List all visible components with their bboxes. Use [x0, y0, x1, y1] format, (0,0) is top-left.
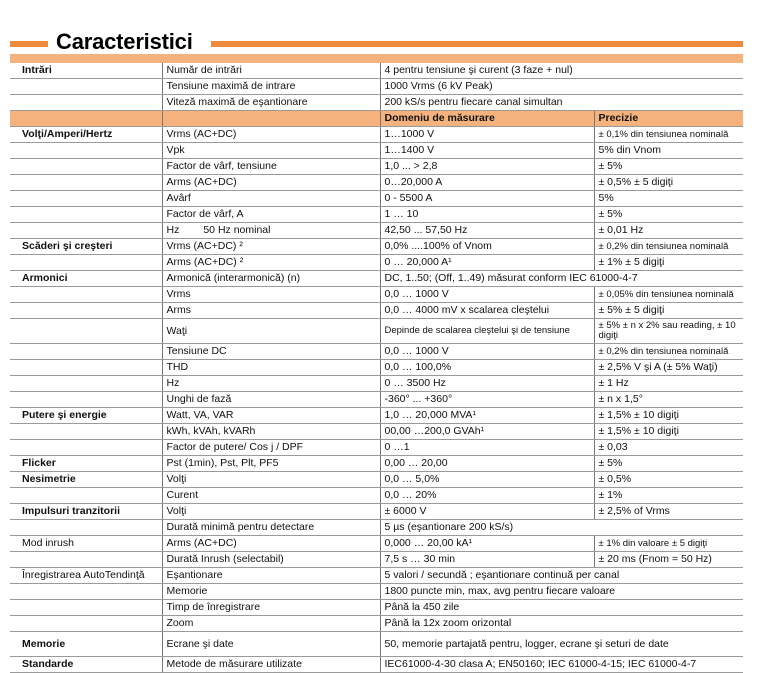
table-row	[10, 584, 743, 600]
precision-cell: 5%	[594, 191, 743, 207]
precision-cell: ± 20 ms (Fnom = 50 Hz)	[594, 552, 743, 568]
range-cell: IEC61000-4-30 clasa A; EN50160; IEC 61000-4-15; IEC 61000-4-7	[380, 657, 743, 673]
category-cell	[10, 344, 162, 360]
parameter-cell: Durată minimă pentru detectare	[162, 520, 380, 536]
parameter-cell: Timp de înregistrare	[162, 600, 380, 616]
value-cell: 1000 Vrms (6 kV Peak)	[380, 79, 743, 95]
range-cell: 00,00 …200,0 GVAh¹	[380, 424, 594, 440]
parameter-cell: Durată Inrush (selectabil)	[162, 552, 380, 568]
value-cell: 4 pentru tensiune şi curent (3 faze + nul)	[380, 63, 743, 79]
category-cell	[10, 376, 162, 392]
parameter-cell: Hz 50 Hz nominal	[162, 223, 380, 239]
category-cell: Memorie	[10, 632, 162, 657]
table-row	[10, 191, 743, 207]
range-cell: 0 … 3500 Hz	[380, 376, 594, 392]
range-cell: 0,0% ....100% of Vnom	[380, 239, 594, 255]
table-row	[10, 392, 743, 408]
header-precision-cell: Precizie	[594, 111, 743, 127]
category-cell: Armonici	[10, 271, 162, 287]
parameter-cell: Hz	[162, 376, 380, 392]
table-row	[10, 271, 743, 287]
precision-cell: ± 0,1% din tensiunea nominală	[594, 127, 743, 143]
table-row	[10, 488, 743, 504]
range-cell: DC, 1..50; (Off, 1..49) măsurat conform IEC 61000-4-7	[380, 271, 743, 287]
range-cell: 7,5 s … 30 min	[380, 552, 594, 568]
precision-cell: ± 2,5% of Vrms	[594, 504, 743, 520]
precision-cell: ± 1,5% ± 10 digiţi	[594, 424, 743, 440]
parameter-note: 50 Hz nominal	[203, 224, 271, 236]
table-row	[10, 344, 743, 360]
category-cell	[10, 303, 162, 319]
category-cell	[10, 360, 162, 376]
table-header-row	[10, 111, 743, 127]
table-row	[10, 287, 743, 303]
title-accent-right	[211, 41, 743, 47]
table-row	[10, 520, 743, 536]
table-row	[10, 456, 743, 472]
precision-cell: ± 1% ± 5 digiţi	[594, 255, 743, 271]
table-row	[10, 376, 743, 392]
parameter-cell: Factor de vârf, A	[162, 207, 380, 223]
category-cell: Volţi/Amperi/Hertz	[10, 127, 162, 143]
table-row	[10, 424, 743, 440]
precision-cell: ± 5%	[594, 207, 743, 223]
table-row	[10, 600, 743, 616]
table-row	[10, 360, 743, 376]
table-row	[10, 552, 743, 568]
range-cell: 0,0 … 1000 V	[380, 344, 594, 360]
table-row	[10, 143, 743, 159]
parameter-cell: Curent	[162, 488, 380, 504]
category-cell	[10, 159, 162, 175]
section-title-bar	[10, 30, 743, 54]
category-cell: Standarde	[10, 657, 162, 673]
table-row	[10, 127, 743, 143]
precision-cell: 5% din Vnom	[594, 143, 743, 159]
table-row	[10, 657, 743, 673]
parameter-cell: Watt, VA, VAR	[162, 408, 380, 424]
range-cell: 0,000 … 20,00 kA¹	[380, 536, 594, 552]
range-cell: -360° ... +360°	[380, 392, 594, 408]
range-cell: 1,0 … 20,000 MVA¹	[380, 408, 594, 424]
category-cell: Intrări	[10, 63, 162, 79]
table-row	[10, 568, 743, 584]
parameter-cell: Vrms	[162, 287, 380, 303]
range-cell: 0…20,000 A	[380, 175, 594, 191]
header-blank-cell	[10, 111, 162, 127]
precision-cell: ± n x 1,5°	[594, 392, 743, 408]
parameter-cell: Armonică (interarmonică) (n)	[162, 271, 380, 287]
parameter-cell: Memorie	[162, 584, 380, 600]
category-cell	[10, 584, 162, 600]
precision-cell: ± 5% ± n x 2% sau reading, ± 10 digiţi	[594, 319, 743, 344]
precision-cell: ± 0,05% din tensiunea nominală	[594, 287, 743, 303]
range-cell: Până la 12x zoom orizontal	[380, 616, 743, 632]
range-cell: 0 - 5500 A	[380, 191, 594, 207]
parameter-cell: kWh, kVAh, kVARh	[162, 424, 380, 440]
table-row	[10, 632, 743, 657]
parameter-cell: Arms	[162, 303, 380, 319]
value-cell: 200 kS/s pentru fiecare canal simultan	[380, 95, 743, 111]
category-cell: Flicker	[10, 456, 162, 472]
range-cell: 0 … 20,000 A¹	[380, 255, 594, 271]
category-cell	[10, 79, 162, 95]
parameter-cell: Volţi	[162, 472, 380, 488]
parameter-cell: Vrms (AC+DC) ²	[162, 239, 380, 255]
category-cell: Mod inrush	[10, 536, 162, 552]
parameter-cell: Metode de măsurare utilizate	[162, 657, 380, 673]
table-row	[10, 536, 743, 552]
table-row	[10, 79, 743, 95]
parameter-cell: Zoom	[162, 616, 380, 632]
parameter-cell: Tensiune DC	[162, 344, 380, 360]
category-cell	[10, 191, 162, 207]
precision-cell: ± 0,5%	[594, 472, 743, 488]
category-cell: Putere şi energie	[10, 408, 162, 424]
category-cell	[10, 600, 162, 616]
precision-cell: ± 1,5% ± 10 digiţi	[594, 408, 743, 424]
range-cell: Depinde de scalarea cleştelui şi de tensiune	[380, 319, 594, 344]
range-cell: 1…1400 V	[380, 143, 594, 159]
category-cell	[10, 255, 162, 271]
page-title: Caracteristici	[56, 29, 193, 54]
table-row	[10, 159, 743, 175]
table-row	[10, 95, 743, 111]
title-accent-left	[10, 41, 48, 47]
precision-cell: ± 0,2% din tensiunea nominală	[594, 344, 743, 360]
category-cell	[10, 95, 162, 111]
parameter-cell: Pst (1min), Pst, Plt, PF5	[162, 456, 380, 472]
precision-cell: ± 0,5% ± 5 digiţi	[594, 175, 743, 191]
parameter-cell: Factor de putere/ Cos j / DPF	[162, 440, 380, 456]
range-cell: 0 …1	[380, 440, 594, 456]
category-cell	[10, 392, 162, 408]
category-cell	[10, 488, 162, 504]
table-top-strip	[10, 54, 743, 63]
parameter-cell: Vpk	[162, 143, 380, 159]
range-cell: 50, memorie partajată pentru, logger, ecrane şi seturi de date	[380, 632, 743, 657]
precision-cell: ± 1%	[594, 488, 743, 504]
range-cell: 1800 puncte min, max, avg pentru fiecare valoare	[380, 584, 743, 600]
category-cell: Înregistrarea AutoTendinţă	[10, 568, 162, 584]
range-cell: 0,0 … 20%	[380, 488, 594, 504]
precision-cell: ± 5%	[594, 159, 743, 175]
parameter-cell: THD	[162, 360, 380, 376]
range-cell: 0,0 … 4000 mV x scalarea cleştelui	[380, 303, 594, 319]
table-row	[10, 472, 743, 488]
table-row	[10, 303, 743, 319]
table-row	[10, 504, 743, 520]
table-row	[10, 239, 743, 255]
category-cell	[10, 440, 162, 456]
category-cell	[10, 207, 162, 223]
table-row	[10, 207, 743, 223]
range-cell: ± 6000 V	[380, 504, 594, 520]
table-row	[10, 319, 743, 344]
specs-table	[10, 63, 743, 673]
range-cell: 5 valori / secundă ; eşantionare continuă per canal	[380, 568, 743, 584]
parameter-cell: Arms (AC+DC)	[162, 536, 380, 552]
category-cell	[10, 223, 162, 239]
range-cell: 0,0 … 100,0%	[380, 360, 594, 376]
precision-cell: ± 2,5% V şi A (± 5% Waţi)	[594, 360, 743, 376]
category-cell	[10, 552, 162, 568]
table-row	[10, 63, 743, 79]
parameter-cell: Waţi	[162, 319, 380, 344]
precision-cell: ± 5%	[594, 456, 743, 472]
header-domain-cell: Domeniu de măsurare	[380, 111, 594, 127]
parameter-cell: Arms (AC+DC) ²	[162, 255, 380, 271]
category-cell: Scăderi şi creşteri	[10, 239, 162, 255]
range-cell: 0,00 … 20,00	[380, 456, 594, 472]
parameter-cell: Număr de intrări	[162, 63, 380, 79]
parameter-cell: Arms (AC+DC)	[162, 175, 380, 191]
category-cell	[10, 287, 162, 303]
range-cell: 42,50 ... 57,50 Hz	[380, 223, 594, 239]
table-row	[10, 255, 743, 271]
table-row	[10, 440, 743, 456]
precision-cell: ± 0,2% din tensiunea nominală	[594, 239, 743, 255]
parameter-cell: Avârf	[162, 191, 380, 207]
precision-cell: ± 0,03	[594, 440, 743, 456]
category-cell	[10, 520, 162, 536]
category-cell	[10, 143, 162, 159]
parameter-cell: Unghi de fază	[162, 392, 380, 408]
range-cell: 5 µs (eşantionare 200 kS/s)	[380, 520, 743, 536]
range-cell: 0,0 … 1000 V	[380, 287, 594, 303]
parameter-cell: Vrms (AC+DC)	[162, 127, 380, 143]
parameter-cell: Volţi	[162, 504, 380, 520]
precision-cell: ± 5% ± 5 digiţi	[594, 303, 743, 319]
range-cell: 1,0 ... > 2,8	[380, 159, 594, 175]
table-row	[10, 223, 743, 239]
category-cell	[10, 175, 162, 191]
range-cell: 1…1000 V	[380, 127, 594, 143]
precision-cell: ± 1 Hz	[594, 376, 743, 392]
table-row	[10, 408, 743, 424]
parameter-cell: Factor de vârf, tensiune	[162, 159, 380, 175]
category-cell	[10, 319, 162, 344]
table-row	[10, 175, 743, 191]
parameter-cell: Ecrane şi date	[162, 632, 380, 657]
precision-cell: ± 0,01 Hz	[594, 223, 743, 239]
range-cell: 0,0 … 5,0%	[380, 472, 594, 488]
category-cell: Impulsuri tranzitorii	[10, 504, 162, 520]
range-cell: 1 … 10	[380, 207, 594, 223]
header-blank-cell	[162, 111, 380, 127]
parameter-cell: Tensiune maximă de intrare	[162, 79, 380, 95]
range-cell: Până la 450 zile	[380, 600, 743, 616]
parameter-cell: Viteză maximă de eşantionare	[162, 95, 380, 111]
category-cell	[10, 424, 162, 440]
category-cell: Nesimetrie	[10, 472, 162, 488]
parameter-cell: Eşantionare	[162, 568, 380, 584]
table-row	[10, 616, 743, 632]
precision-cell: ± 1% din valoare ± 5 digiţi	[594, 536, 743, 552]
category-cell	[10, 616, 162, 632]
